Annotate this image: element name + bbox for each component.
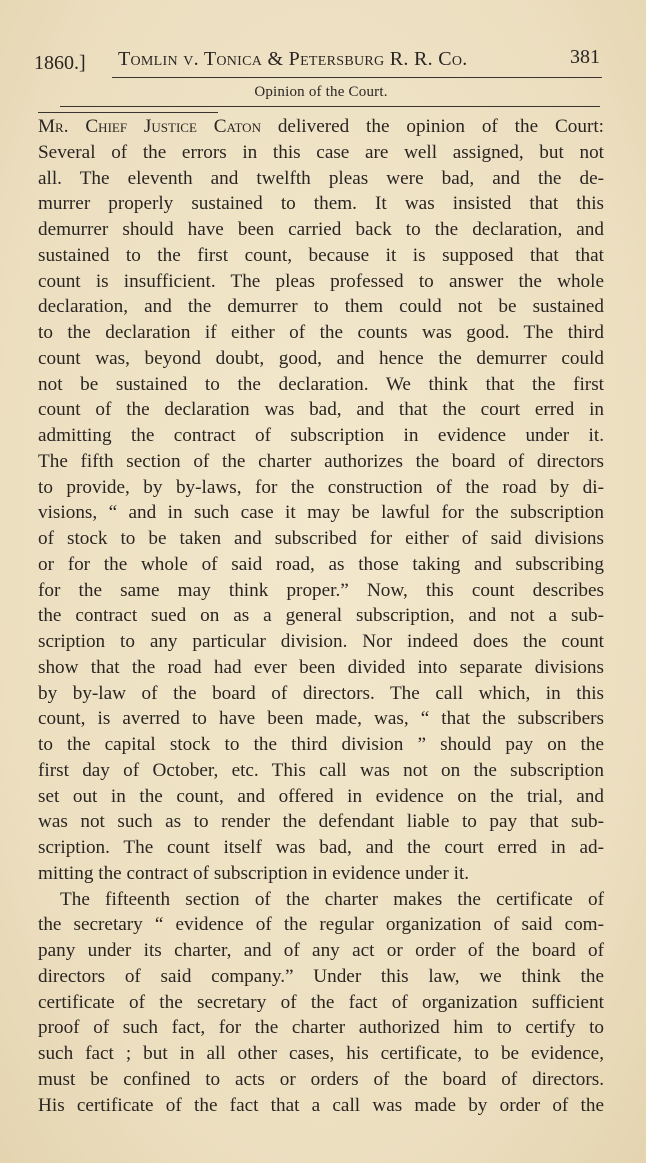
text-line: murrer properly sustained to them. It was insisted that this	[38, 193, 604, 215]
text-line: of stock to be taken and subscribed for either of said divisions	[38, 528, 604, 549]
text-line: to the capital stock to the third division ” should pay on the	[38, 734, 604, 755]
text-line: admitting the contract of subscription in evidence under it.	[38, 425, 604, 446]
text-line: count of the declaration was bad, and that the court erred in	[38, 399, 604, 421]
text-line: by by-law of the board of directors. The call which, in this	[38, 682, 604, 704]
text-line: His certificate of the fact that a call was made by order of the	[38, 1094, 604, 1116]
text-line: first day of October, etc. This call was not on the subscription	[38, 759, 604, 781]
section-rule-short	[38, 112, 218, 113]
text-line: demurrer should have been carried back to the declaration, and	[38, 219, 604, 240]
text-line: directors of said company.” Under this law, we think the	[38, 965, 604, 987]
text-line: not be sustained to the declaration. We think that the first	[38, 373, 604, 395]
text-line: certificate of the secretary of the fact of organization sufficient	[38, 991, 604, 1013]
text-line: The fifth section of the charter authorizes the board of directors	[38, 450, 604, 472]
text-line: was not such as to render the defendant liable to pay that sub-	[38, 811, 604, 833]
text-line: count is insufficient. The pleas professed to answer the whole	[38, 270, 604, 292]
running-head	[34, 44, 600, 74]
text-line: proof of such fact, for the charter authorized him to certify to	[38, 1017, 604, 1039]
section-rule	[60, 106, 600, 107]
text-line: all. The eleventh and twelfth pleas were bad, and the de-	[38, 167, 604, 189]
text-line: for the same may think proper.” Now, this count describes	[38, 579, 604, 601]
text-line: or for the whole of said road, as those taking and subscribing	[38, 553, 604, 575]
text-line: to the declaration if either of the counts was good. The third	[38, 322, 604, 343]
text-line: show that the road had ever been divided into separate divisions	[38, 656, 604, 678]
text-line: The fifteenth section of the charter makes the certificate of	[60, 888, 604, 910]
text-line: such fact ; but in all other cases, his certificate, to be evidence,	[38, 1043, 604, 1064]
text-line: count, is averred to have been made, was, “ that the subscribers	[38, 708, 604, 730]
text-line: declaration, and the demurrer to them could not be sustained	[38, 296, 604, 318]
text-line: visions, “ and in such case it may be lawful for the subscription	[38, 502, 604, 524]
text-line: scription. The count itself was bad, and the court erred in ad-	[38, 837, 604, 858]
page-number: 381	[570, 46, 600, 68]
header-rule	[112, 77, 602, 78]
text-line: to provide, by by-laws, for the construction of the road by di-	[38, 476, 604, 498]
opinion-text	[38, 114, 604, 1118]
justice-name: Mr. Chief Justice Caton	[38, 116, 261, 137]
text-line: mitting the contract of subscription in evidence under it.	[38, 862, 470, 884]
text-line: scription to any particular division. Nor indeed does the count	[38, 631, 604, 652]
section-label-text: Opinion of the Court.	[254, 84, 388, 100]
text-line: the contract sued on as a general subscription, and not a sub-	[38, 605, 604, 627]
text-line: must be confined to acts or orders of the board of directors.	[38, 1068, 604, 1090]
text-line: count was, beyond doubt, good, and hence the demurrer could	[38, 347, 604, 369]
text-line	[38, 114, 604, 140]
text-line: pany under its charter, and of any act or order of the board of	[38, 940, 604, 961]
section-label	[0, 84, 646, 101]
text-line: set out in the count, and offered in evidence on the trial, and	[38, 785, 604, 807]
running-head-year: 1860.]	[34, 52, 86, 74]
text-line-content: delivered the opinion of the Court:	[277, 116, 604, 137]
text-line: sustained to the first count, because it is supposed that that	[38, 244, 604, 266]
text-line: Several of the errors in this case are well assigned, but not	[38, 141, 604, 163]
text-line: the secretary “ evidence of the regular organization of said com-	[38, 914, 604, 936]
running-head-case-title: Tomlin v. Tonica & Petersburg R. R. Co.	[118, 48, 468, 70]
